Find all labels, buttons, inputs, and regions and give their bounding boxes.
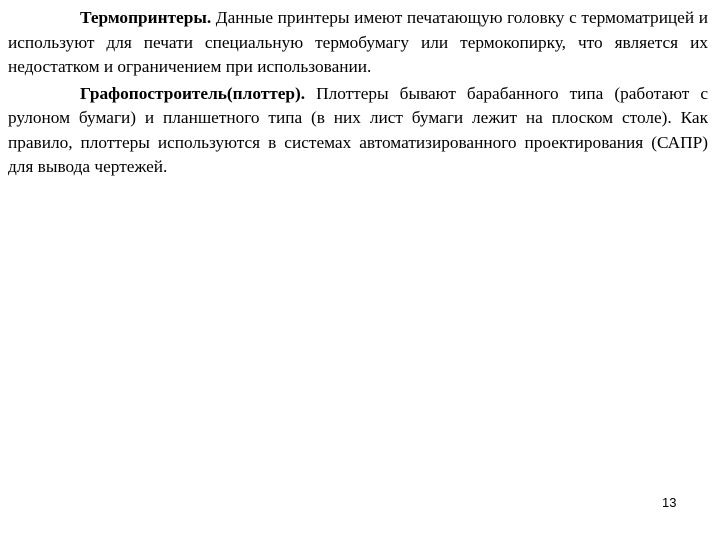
term-plotter: Графопостроитель(плоттер). [80, 83, 306, 103]
paragraph-text-plotter: Плоттеры бывают барабанного типа (работают с рулоном бумаги) и планшетного типа (в них лист бумаги лежит на плоском столе). Как правило, плоттеры используются в системах автоматизированного проектирования (САПР) для вывода чертежей. [8, 83, 708, 176]
paragraph-thermal-printers [8, 6, 708, 80]
page-number: 13 [662, 495, 677, 510]
term-thermal-printers: Термопринтеры. [80, 8, 212, 27]
paragraph-text-thermal-printers: Данные принтеры имеют печатающую головку с термоматрицей и используют для печати специальную термобумагу или термокопирку, что является их недостатком и ограничением при использовании. [8, 8, 708, 76]
slide-body [8, 6, 708, 182]
paragraph-plotter [8, 82, 708, 180]
